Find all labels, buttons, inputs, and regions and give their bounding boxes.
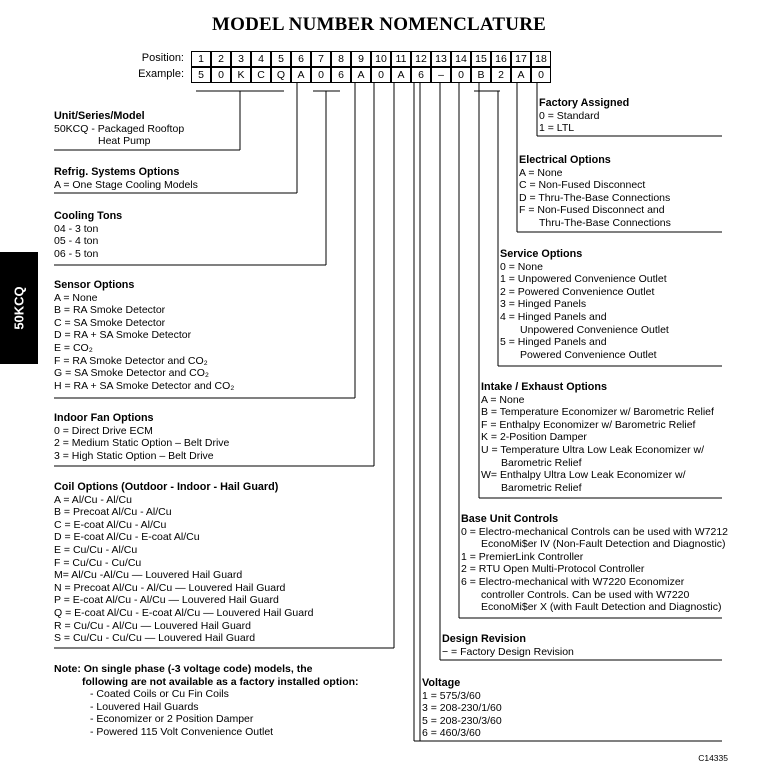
section-item: B = RA Smoke Detector bbox=[54, 304, 166, 317]
section-item: H = RA + SA Smoke Detector and CO₂ bbox=[54, 379, 235, 392]
section-item: 2 = Medium Static Option – Belt Drive bbox=[54, 437, 230, 450]
option-section bbox=[54, 166, 198, 191]
position-cell: 2 bbox=[211, 51, 231, 67]
section-item: EconoMi$er X (with Fault Detection and Diagnostic) bbox=[481, 601, 722, 614]
example-cell: 6 bbox=[411, 67, 431, 83]
section-item: N = Precoat Al/Cu - Al/Cu — Louvered Hail Guard bbox=[54, 581, 286, 594]
option-section bbox=[54, 412, 229, 462]
example-cell: 0 bbox=[211, 67, 231, 83]
section-item: F = Enthalpy Economizer w/ Barometric Relief bbox=[481, 418, 696, 431]
example-row-label: Example: bbox=[138, 68, 184, 80]
section-item: 5 = Hinged Panels and bbox=[500, 336, 607, 349]
section-item: D = E-coat Al/Cu - E-coat Al/Cu bbox=[54, 531, 200, 544]
section-item: 1 = PremierLink Controller bbox=[461, 550, 584, 563]
section-item: 4 = Hinged Panels and bbox=[500, 310, 607, 323]
position-row-label: Position: bbox=[141, 52, 184, 64]
example-cell: 0 bbox=[311, 67, 331, 83]
position-cell: 10 bbox=[371, 51, 391, 67]
section-item: 04 - 3 ton bbox=[54, 222, 99, 235]
position-cell: 5 bbox=[271, 51, 291, 67]
section-heading: Refrig. Systems Options bbox=[54, 166, 180, 178]
section-item: 0 = Standard bbox=[539, 109, 600, 122]
section-heading: Unit/Series/Model bbox=[54, 110, 145, 122]
section-heading: Electrical Options bbox=[519, 154, 611, 166]
section-item: 05 - 4 ton bbox=[54, 235, 99, 248]
example-cell: A bbox=[351, 67, 371, 83]
section-item: D = Thru-The-Base Connections bbox=[519, 191, 671, 204]
example-cell: B bbox=[471, 67, 491, 83]
example-cell: A bbox=[391, 67, 411, 83]
position-cell: 18 bbox=[531, 51, 551, 67]
section-item: A = None bbox=[519, 166, 563, 179]
section-item: 6 = 460/3/60 bbox=[422, 727, 481, 740]
position-cell: 6 bbox=[291, 51, 311, 67]
example-cell: 0 bbox=[531, 67, 551, 83]
section-item: A = One Stage Cooling Models bbox=[54, 178, 198, 191]
option-section bbox=[442, 633, 574, 658]
section-item: C = E-coat Al/Cu - Al/Cu bbox=[54, 518, 167, 531]
section-heading: Indoor Fan Options bbox=[54, 412, 154, 424]
option-section bbox=[500, 248, 669, 361]
example-cell: 6 bbox=[331, 67, 351, 83]
position-cell: 17 bbox=[511, 51, 531, 67]
section-item: Powered Convenience Outlet bbox=[520, 348, 657, 361]
option-section bbox=[539, 97, 629, 135]
option-section bbox=[54, 110, 184, 148]
section-heading: Base Unit Controls bbox=[461, 513, 559, 525]
example-cell: 2 bbox=[491, 67, 511, 83]
position-cell: 8 bbox=[331, 51, 351, 67]
section-heading: Voltage bbox=[422, 677, 461, 689]
option-section bbox=[54, 279, 234, 392]
position-cell: 13 bbox=[431, 51, 451, 67]
position-cell: 14 bbox=[451, 51, 471, 67]
position-cell: 16 bbox=[491, 51, 511, 67]
section-heading: Cooling Tons bbox=[54, 210, 123, 222]
section-item: B = Temperature Economizer w/ Barometric Relief bbox=[481, 406, 714, 419]
position-cell: 1 bbox=[191, 51, 211, 67]
section-heading: Service Options bbox=[500, 248, 583, 260]
section-item: F = Cu/Cu - Cu/Cu bbox=[54, 556, 142, 569]
section-item: R = Cu/Cu - Al/Cu — Louvered Hail Guard bbox=[54, 619, 251, 632]
section-item: 0 = Electro-mechanical Controls can be used with W7212 bbox=[461, 525, 729, 538]
section-item: A = Al/Cu - Al/Cu bbox=[54, 493, 132, 506]
section-item: F = Non-Fused Disconnect and bbox=[519, 204, 665, 217]
section-item: 0 = Direct Drive ECM bbox=[54, 424, 153, 437]
section-item: D = RA + SA Smoke Detector bbox=[54, 329, 192, 342]
section-item: E = CO₂ bbox=[54, 341, 93, 354]
section-item: S = Cu/Cu - Cu/Cu — Louvered Hail Guard bbox=[54, 632, 256, 645]
note-item: - Economizer or 2 Position Damper bbox=[90, 713, 254, 726]
section-item: U = Temperature Ultra Low Leak Economizer w/ bbox=[481, 443, 705, 456]
option-section bbox=[461, 513, 728, 614]
option-section bbox=[54, 210, 122, 260]
section-item: − = Factory Design Revision bbox=[442, 645, 574, 658]
section-item: EconoMi$er IV (Non-Fault Detection and Diagnostic) bbox=[481, 538, 726, 551]
section-heading: Coil Options (Outdoor - Indoor - Hail Guard) bbox=[54, 481, 279, 493]
note-item: - Powered 115 Volt Convenience Outlet bbox=[90, 725, 274, 738]
section-item: Q = E-coat Al/Cu - E-coat Al/Cu — Louvered Hail Guard bbox=[54, 606, 314, 619]
figure-code: C14335 bbox=[698, 753, 728, 763]
section-item: controller Controls. Can be used with W7220 bbox=[481, 588, 690, 601]
section-item: A = None bbox=[481, 393, 525, 406]
position-cell: 3 bbox=[231, 51, 251, 67]
page-title: MODEL NUMBER NOMENCLATURE bbox=[212, 14, 546, 35]
example-cell: C bbox=[251, 67, 271, 83]
example-cell: 0 bbox=[451, 67, 471, 83]
option-section bbox=[422, 677, 502, 740]
position-cell: 9 bbox=[351, 51, 371, 67]
note bbox=[54, 663, 359, 739]
section-item: Unpowered Convenience Outlet bbox=[520, 323, 669, 336]
option-section bbox=[481, 381, 714, 494]
position-cell: 4 bbox=[251, 51, 271, 67]
section-item: Barometric Relief bbox=[501, 481, 582, 494]
example-cell: 5 bbox=[191, 67, 211, 83]
side-tab-label: 50KCQ bbox=[11, 286, 27, 330]
section-item: 6 = Electro-mechanical with W7220 Economizer bbox=[461, 575, 685, 588]
section-item: P = E-coat Al/Cu - Al/Cu — Louvered Hail Guard bbox=[54, 594, 279, 607]
section-item: 5 = 208-230/3/60 bbox=[422, 714, 502, 727]
example-cell: A bbox=[511, 67, 531, 83]
section-item: 3 = 208-230/1/60 bbox=[422, 702, 502, 715]
section-item: E = Cu/Cu - Al/Cu bbox=[54, 543, 138, 556]
note-heading-2: following are not available as a factory installed option: bbox=[82, 675, 359, 688]
section-heading: Factory Assigned bbox=[539, 97, 630, 109]
section-item: Heat Pump bbox=[98, 135, 151, 148]
example-cell: – bbox=[431, 67, 451, 83]
example-cell: K bbox=[231, 67, 251, 83]
section-item: C = Non-Fused Disconnect bbox=[519, 179, 646, 192]
section-heading: Sensor Options bbox=[54, 279, 135, 291]
section-item: C = SA Smoke Detector bbox=[54, 316, 166, 329]
section-item: 50KCQ - Packaged Rooftop bbox=[54, 122, 185, 135]
section-item: 06 - 5 ton bbox=[54, 247, 99, 260]
section-item: F = RA Smoke Detector and CO₂ bbox=[54, 354, 208, 367]
section-item: 1 = 575/3/60 bbox=[422, 689, 481, 702]
section-item: 2 = RTU Open Multi-Protocol Controller bbox=[461, 563, 645, 576]
position-cell: 7 bbox=[311, 51, 331, 67]
section-item: K = 2-Position Damper bbox=[481, 431, 587, 444]
section-item: M= Al/Cu -Al/Cu — Louvered Hail Guard bbox=[54, 569, 243, 582]
section-item: W= Enthalpy Ultra Low Leak Economizer w/ bbox=[481, 469, 686, 482]
section-item: 0 = None bbox=[500, 260, 543, 273]
section-item: Thru-The-Base Connections bbox=[539, 216, 671, 229]
section-item: Barometric Relief bbox=[501, 456, 582, 469]
section-heading: Design Revision bbox=[442, 633, 526, 645]
section-item: G = SA Smoke Detector and CO₂ bbox=[54, 367, 209, 380]
section-item: 1 = Unpowered Convenience Outlet bbox=[500, 273, 667, 286]
example-cell: Q bbox=[271, 67, 291, 83]
section-item: B = Precoat Al/Cu - Al/Cu bbox=[54, 506, 172, 519]
section-item: 2 = Powered Convenience Outlet bbox=[500, 285, 655, 298]
example-cell: 0 bbox=[371, 67, 391, 83]
section-heading: Intake / Exhaust Options bbox=[481, 381, 607, 393]
section-item: 3 = High Static Option – Belt Drive bbox=[54, 449, 214, 462]
section-item: A = None bbox=[54, 291, 98, 304]
option-section bbox=[519, 154, 671, 230]
note-item: - Coated Coils or Cu Fin Coils bbox=[90, 688, 229, 701]
position-cell: 12 bbox=[411, 51, 431, 67]
note-item: - Louvered Hail Guards bbox=[90, 700, 199, 713]
position-cell: 15 bbox=[471, 51, 491, 67]
section-item: 3 = Hinged Panels bbox=[500, 298, 587, 311]
position-cell: 11 bbox=[391, 51, 411, 67]
section-item: 1 = LTL bbox=[539, 122, 575, 135]
example-cell: A bbox=[291, 67, 311, 83]
note-heading: Note: On single phase (-3 voltage code) models, the bbox=[54, 663, 313, 675]
option-section bbox=[54, 481, 313, 645]
